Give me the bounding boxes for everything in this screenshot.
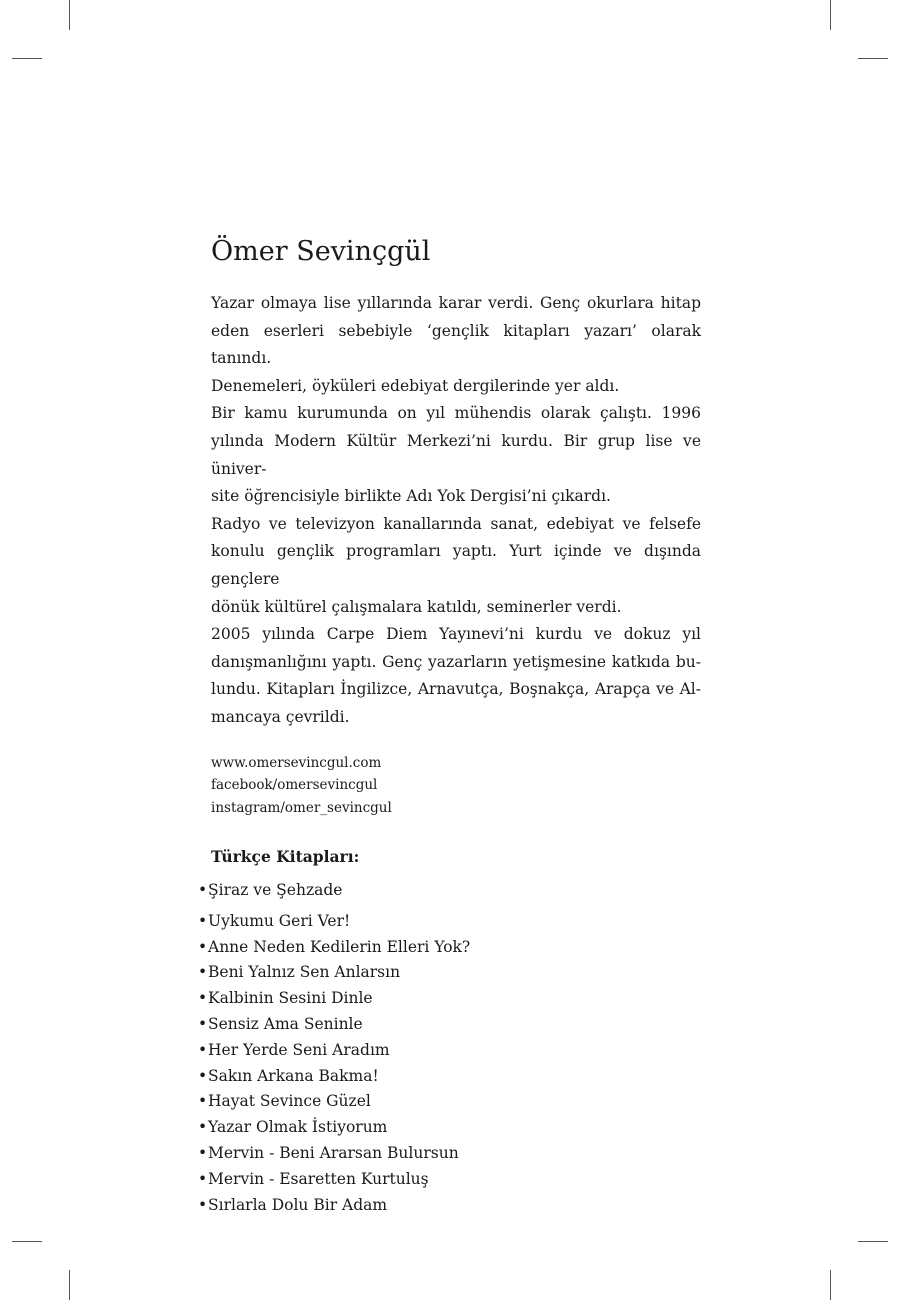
bio-paragraph-2 <box>211 400 701 510</box>
book-list-item <box>198 1167 701 1193</box>
bio-line: dönük kültürel çalışmalara katıldı, seminerler verdi. <box>211 597 622 616</box>
bullet-icon: • <box>198 1014 208 1033</box>
crop-mark-right-bottom <box>858 1241 888 1242</box>
bio-line: konulu gençlik programları yaptı. Yurt içinde ve dışında gençlere <box>211 542 701 588</box>
bullet-icon: • <box>198 1143 208 1162</box>
book-title: Anne Neden Kedilerin Elleri Yok? <box>208 937 471 956</box>
bio-paragraph-1 <box>211 290 701 400</box>
book-title: Hayat Sevince Güzel <box>208 1092 371 1111</box>
bio-line: Radyo ve televizyon kanallarında sanat, edebiyat ve felsefe <box>211 514 701 533</box>
book-list-item <box>198 1064 701 1090</box>
crop-mark-right-top <box>858 58 888 59</box>
author-links <box>211 752 701 820</box>
bio-line: danışmanlığını yaptı. Genç yazarların yetişmesine katkıda bu- <box>211 652 701 671</box>
book-title: Beni Yalnız Sen Anlarsın <box>208 963 401 982</box>
book-title: Her Yerde Seni Aradım <box>208 1040 390 1059</box>
crop-mark-left-top <box>12 58 42 59</box>
page-content <box>198 232 701 1218</box>
facebook-link[interactable]: facebook/omersevincgul <box>211 777 378 793</box>
book-list-item <box>198 960 701 986</box>
bullet-icon: • <box>198 989 208 1008</box>
crop-mark-left-bottom <box>12 1241 42 1242</box>
website-link[interactable]: www.omersevincgul.com <box>211 754 382 771</box>
bio-line: eden eserleri sebebiyle ‘gençlik kitapları yazarı’ olarak tanındı. <box>211 321 701 368</box>
bio-line: Bir kamu kurumunda on yıl mühendis olarak çalıştı. 1996 <box>211 404 701 423</box>
book-title: Sırlarla Dolu Bir Adam <box>208 1195 388 1214</box>
bullet-icon: • <box>198 911 208 930</box>
bullet-icon: • <box>198 1169 208 1188</box>
bio-line: mancaya çevrildi. <box>211 707 350 726</box>
bullet-icon: • <box>198 881 208 899</box>
book-list-item <box>198 909 701 935</box>
book-list <box>198 878 701 1218</box>
book-list-item <box>198 1193 701 1219</box>
crop-mark-bottom-right <box>830 1270 831 1300</box>
book-title: Yazar Olmak İstiyorum <box>208 1118 388 1137</box>
book-title: Sensiz Ama Seninle <box>208 1014 363 1033</box>
bio-line: Denemeleri, öyküleri edebiyat dergilerinde yer aldı. <box>211 376 620 395</box>
bullet-icon: • <box>198 1066 208 1085</box>
bullet-icon: • <box>198 1092 208 1111</box>
bio-line: lundu. Kitapları İngilizce, Arnavutça, Boşnakça, Arapça ve Al- <box>211 680 701 699</box>
bio-paragraph-3 <box>211 511 701 621</box>
book-title: Mervin - Esaretten Kurtuluş <box>208 1169 429 1188</box>
bio-line: yılında Modern Kültür Merkezi’ni kurdu. Bir grup lise ve üniver- <box>211 431 701 478</box>
book-title: Uykumu Geri Ver! <box>208 911 351 930</box>
book-list-item <box>198 1038 701 1064</box>
bio-line: site öğrencisiyle birlikte Adı Yok Dergisi’ni çıkardı. <box>211 487 611 506</box>
bullet-icon: • <box>198 937 208 956</box>
book-list-item <box>198 1141 701 1167</box>
crop-mark-bottom-left <box>69 1270 70 1300</box>
book-list-item <box>198 986 701 1012</box>
biography <box>211 290 701 732</box>
bullet-icon: • <box>198 1118 208 1137</box>
book-list-item <box>198 1115 701 1141</box>
bullet-icon: • <box>198 1195 208 1214</box>
bio-line: Yazar olmaya lise yıllarında karar verdi. Genç okurlara hitap <box>211 294 701 312</box>
book-title: Kalbinin Sesini Dinle <box>208 989 373 1008</box>
book-list-item <box>198 1012 701 1038</box>
instagram-link[interactable]: instagram/omer_sevincgul <box>211 799 392 816</box>
crop-mark-top-right <box>830 0 831 30</box>
bio-line: 2005 yılında Carpe Diem Yayınevi’ni kurdu ve dokuz yıl <box>211 625 701 644</box>
crop-mark-top-left <box>69 0 70 30</box>
author-name: Ömer Sevinçgül <box>211 236 431 267</box>
book-title: Mervin - Beni Ararsan Bulursun <box>208 1143 459 1162</box>
bullet-icon: • <box>198 1040 208 1059</box>
bullet-icon: • <box>198 963 208 982</box>
books-heading: Türkçe Kitapları: <box>211 847 360 866</box>
book-list-item <box>198 1089 701 1115</box>
book-list-item <box>198 935 701 961</box>
bio-paragraph-4 <box>211 621 701 731</box>
book-title: Şiraz ve Şehzade <box>208 881 343 899</box>
book-title: Sakın Arkana Bakma! <box>208 1066 379 1085</box>
book-list-item <box>198 878 701 904</box>
